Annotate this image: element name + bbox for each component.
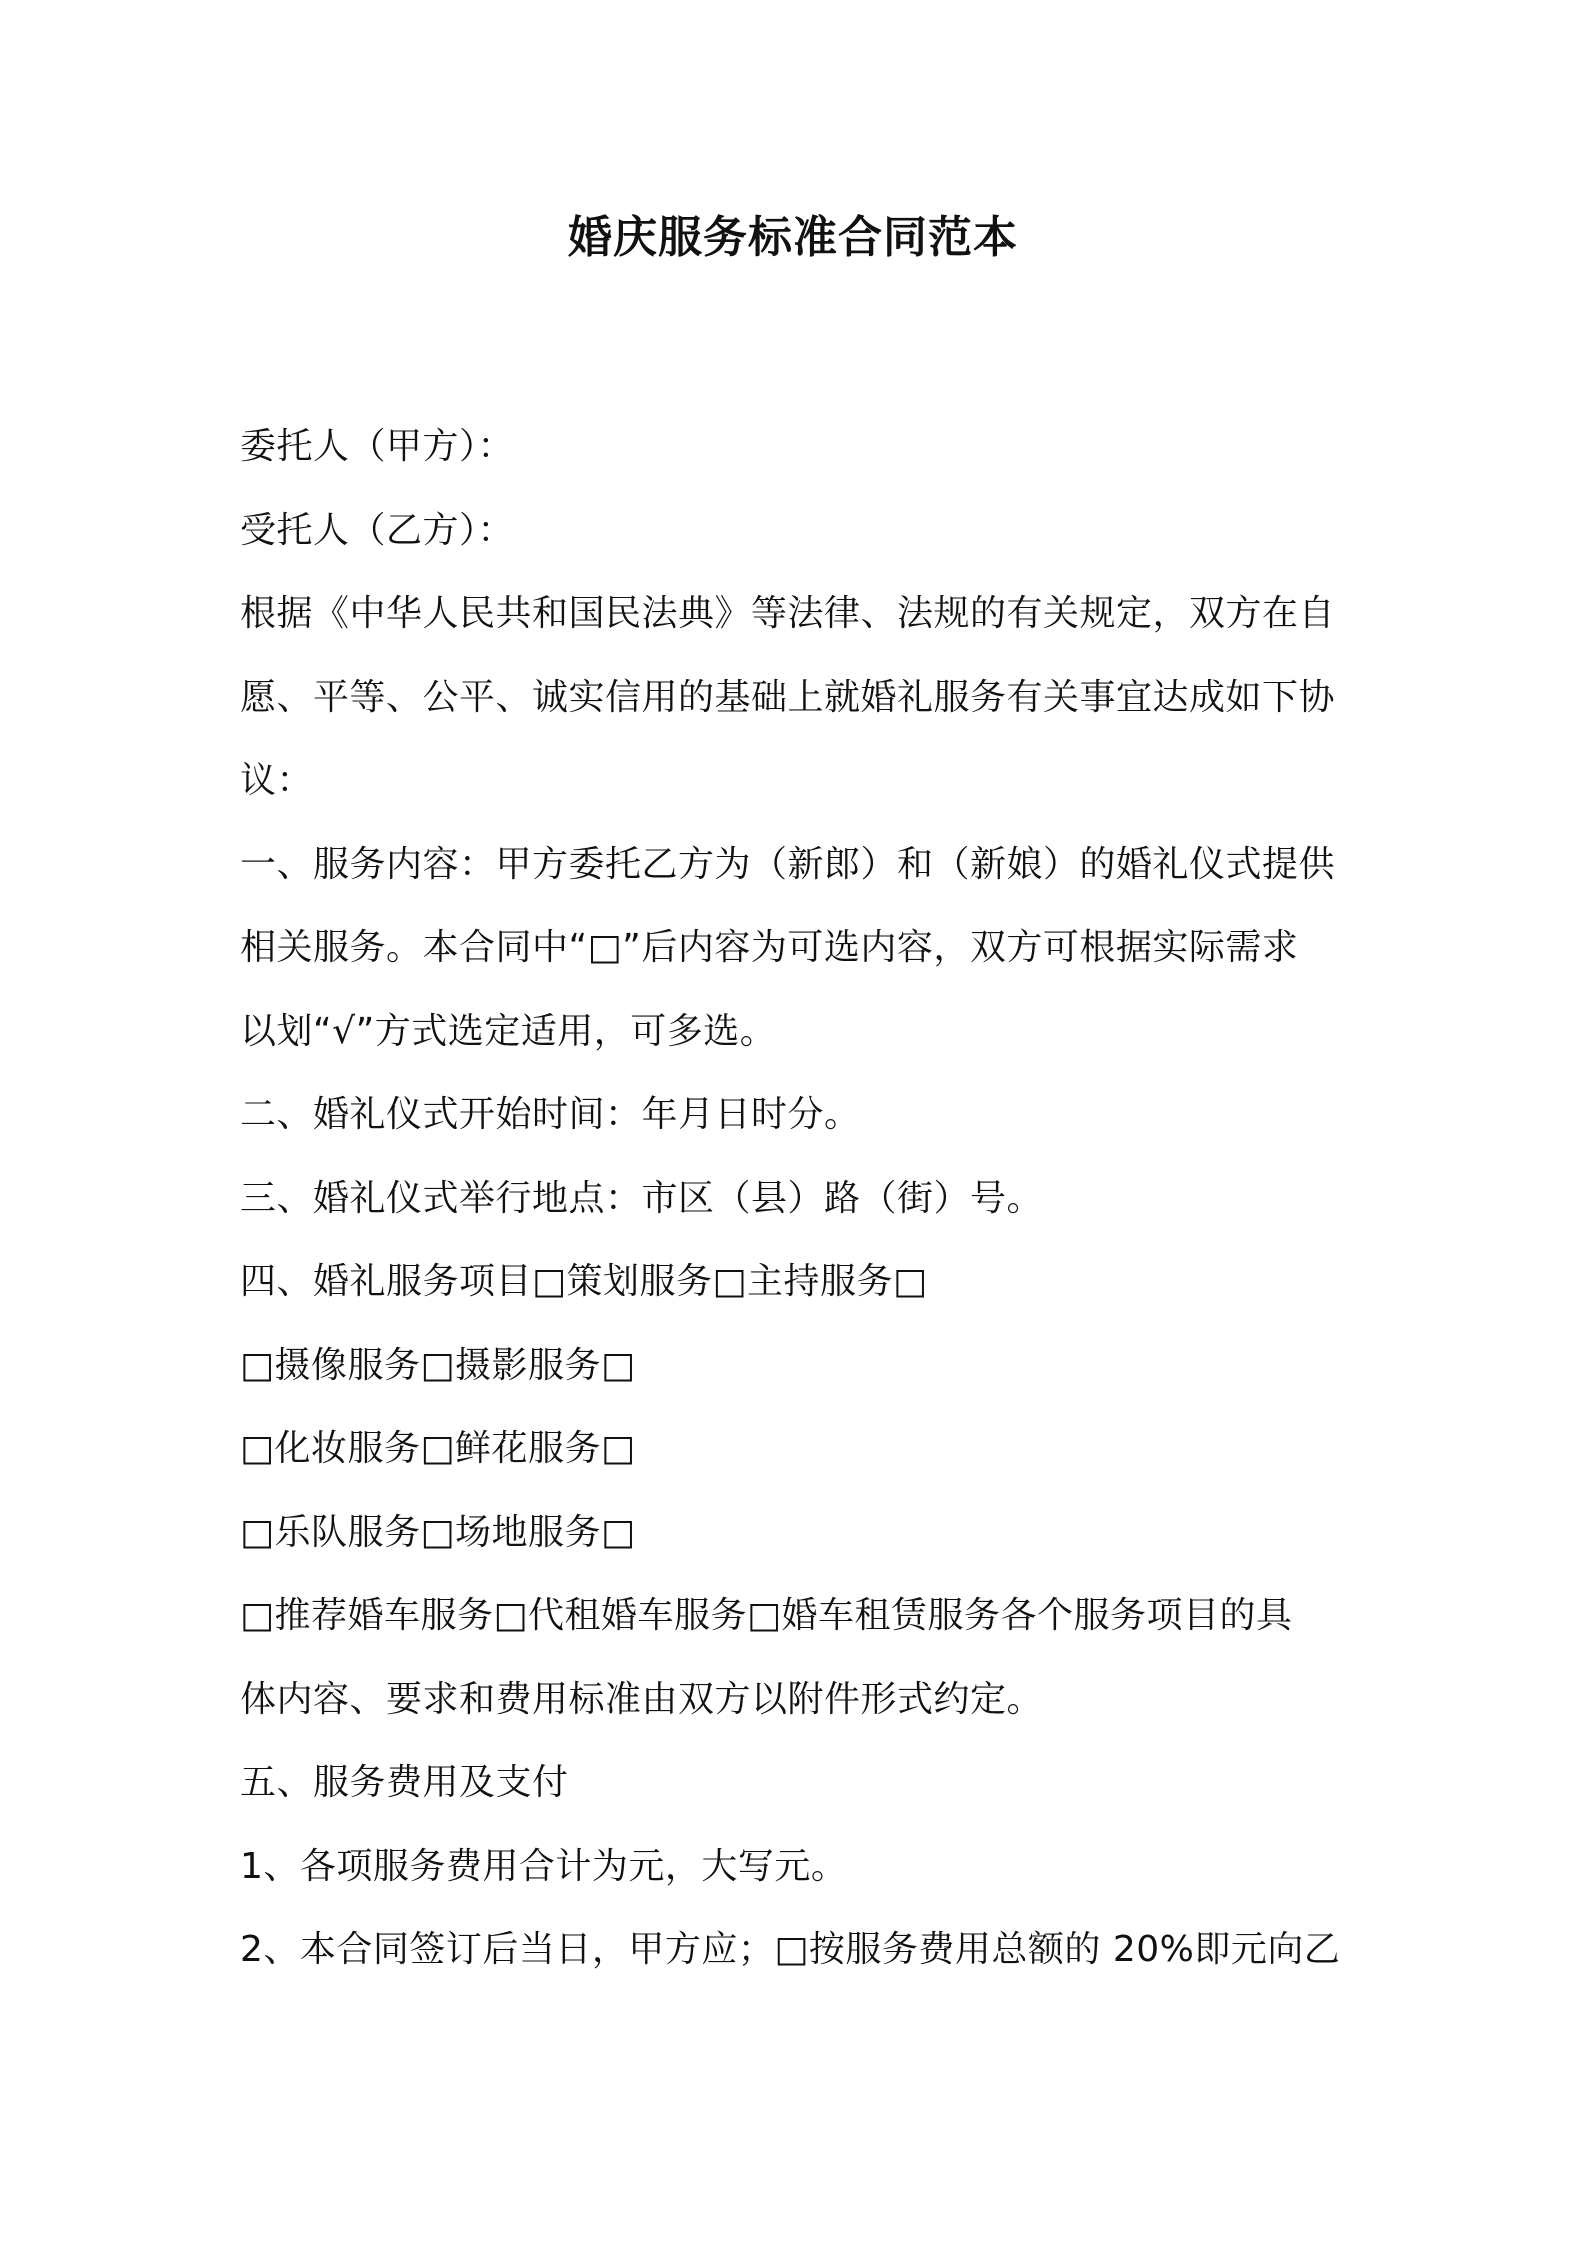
party-b-line: 受托人（乙方）： [240,509,515,551]
clause-1-line: 相关服务。本合同中“□”后内容为可选内容，双方可根据实际需求 [240,927,1299,968]
preamble-line: 根据《中华人民共和国民法典》等法律、法规的有关规定，双方在自 [240,593,1336,634]
payment-item-1: 1、各项服务费用合计为元，大写元。 [240,1845,848,1887]
service-options-line: □化妆服务□鲜花服务□ [240,1428,636,1469]
service-options-line: □推荐婚车服务□代租婚车服务□婚车租赁服务各个服务项目的具 [240,1595,1293,1636]
document-body [240,405,1360,1992]
clause-3-line: 三、婚礼仪式举行地点：市区（县）路（街）号。 [240,1177,1044,1219]
service-options-line: □摄像服务□摄影服务□ [240,1344,636,1386]
clause-1-line: 以划“√”方式选定适用，可多选。 [240,1010,777,1052]
clause-5-heading: 五、服务费用及支付 [240,1762,569,1803]
party-a-line: 委托人（甲方）： [240,426,515,467]
preamble-line: 议： [240,760,314,801]
document-title: 婚庆服务标准合同范本 [568,212,1018,263]
clause-1-line: 一、服务内容：甲方委托乙方为（新郎）和（新娘）的婚礼仪式提供 [240,843,1336,885]
payment-item-2: 2、本合同签订后当日，甲方应；□按服务费用总额的 20%即元向乙 [240,1929,1341,1970]
preamble-line: 愿、平等、公平、诚实信用的基础上就婚礼服务有关事宜达成如下协 [240,676,1336,718]
clause-4-line: 四、婚礼服务项目□策划服务□主持服务□ [240,1261,928,1302]
service-options-line: 体内容、要求和费用标准由双方以附件形式约定。 [240,1678,1044,1720]
service-options-line: □乐队服务□场地服务□ [240,1511,636,1553]
clause-2-line: 二、婚礼仪式开始时间：年月日时分。 [240,1094,861,1135]
